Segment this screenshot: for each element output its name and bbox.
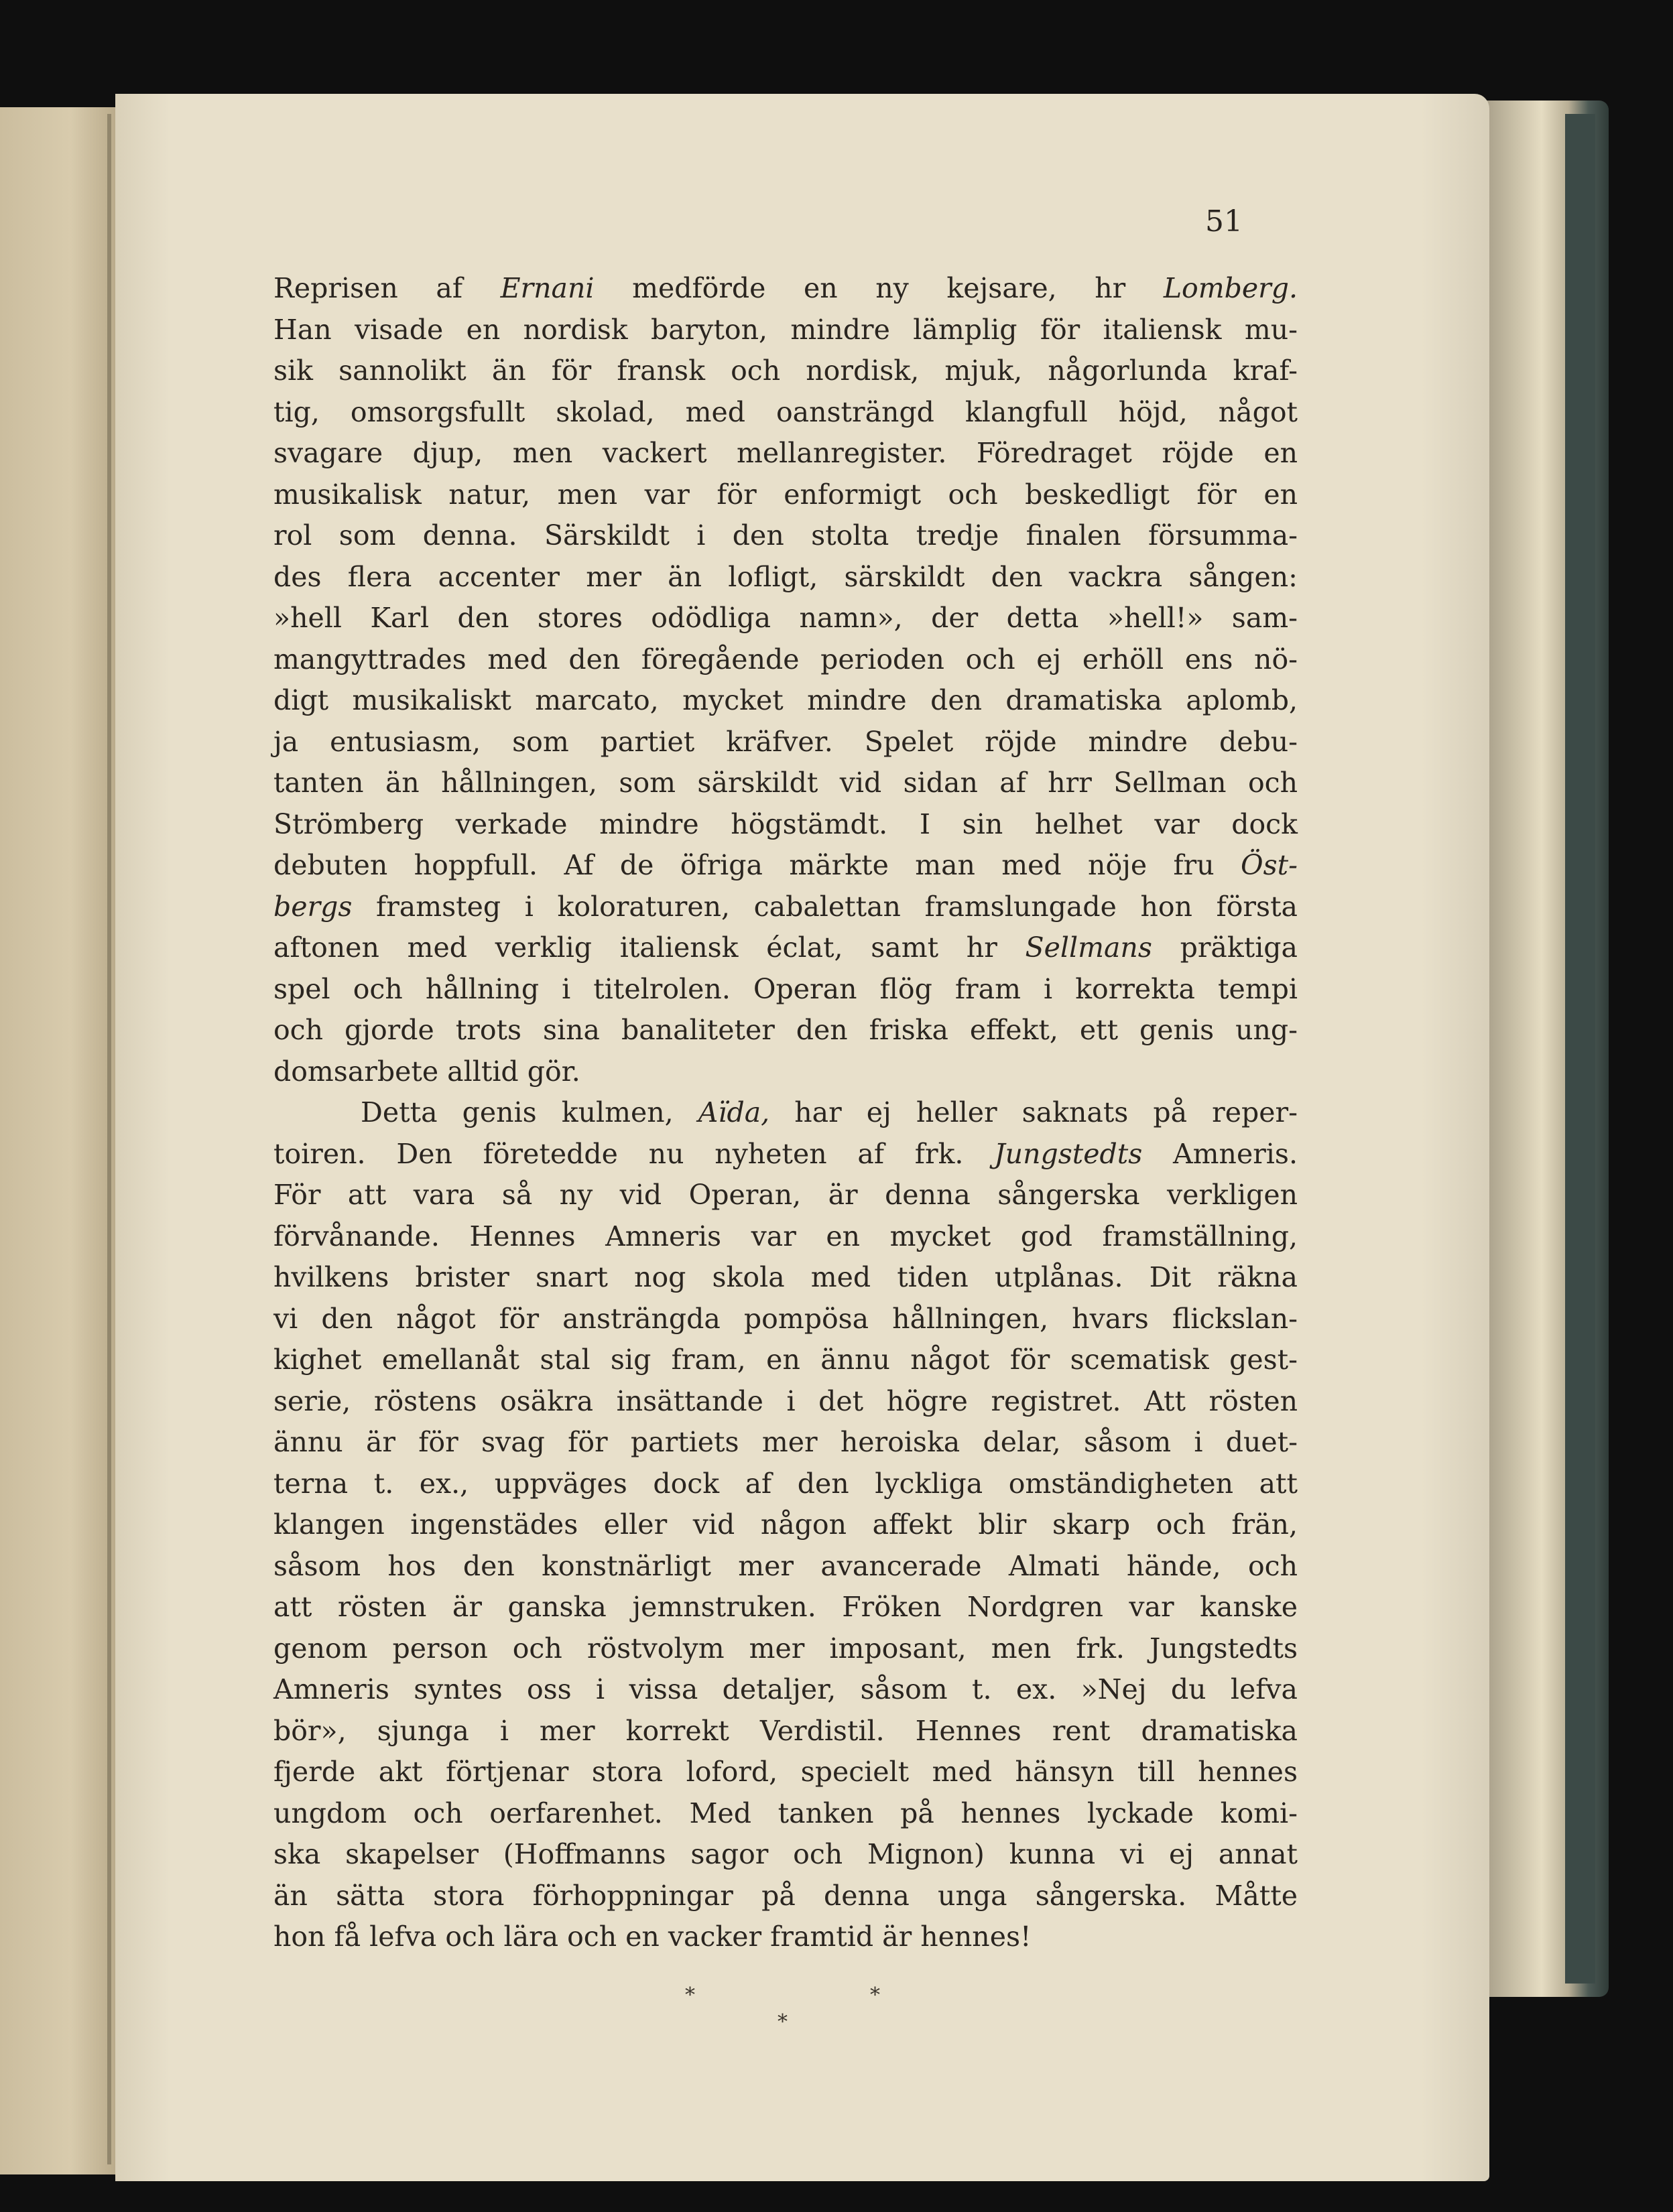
text-line xyxy=(273,1422,1298,1463)
text-line xyxy=(273,763,1298,804)
text-line xyxy=(273,1463,1298,1505)
text-segment: Detta genis kulmen, xyxy=(361,1096,698,1128)
text-segment: hvilkens brister snart nog skola med tiden utplånas. Dit räkna xyxy=(273,1261,1298,1293)
text-segment: musikalisk natur, men var för enformigt och beskedligt för en xyxy=(273,478,1298,511)
text-line xyxy=(273,268,1298,310)
text-line xyxy=(273,639,1298,681)
text-line xyxy=(273,722,1298,763)
text-segment: fjerde akt förtjenar stora loford, specielt med hänsyn till hennes xyxy=(273,1756,1298,1788)
text-segment: hon få lefva och lära och en vacker framtid är hennes! xyxy=(273,1921,1032,1953)
text-segment: aftonen med verklig italiensk éclat, samt hr xyxy=(273,931,1026,964)
text-line xyxy=(273,392,1298,434)
text-segment: digt musikaliskt marcato, mycket mindre den dramatiska aplomb, xyxy=(273,684,1298,716)
text-segment: Reprisen af xyxy=(273,272,501,304)
text-segment: framsteg i koloraturen, cabalettan framslungade hon första xyxy=(352,890,1298,923)
page-number: 51 xyxy=(1205,204,1243,239)
text-segment: bör», sjunga i mer korrekt Verdistil. Hennes rent dramatiska xyxy=(273,1714,1298,1747)
text-line xyxy=(273,1793,1298,1835)
text-segment: kighet emellanåt stal sig fram, en ännu något för scematisk gest- xyxy=(273,1344,1298,1376)
text-line xyxy=(273,1010,1298,1051)
text-segment: ungdom och oerfarenhet. Med tanken på hennes lyckade komi- xyxy=(273,1797,1298,1829)
text-segment: spel och hållning i titelrolen. Operan flög fram i korrekta tempi xyxy=(273,972,1298,1005)
paragraph xyxy=(273,268,1298,1092)
text-line xyxy=(273,1876,1298,1917)
text-segment: des flera accenter mer än lofligt, särskildt den vackra sången: xyxy=(273,560,1298,593)
text-segment: svagare djup, men vackert mellanregister. Föredraget röjde en xyxy=(273,437,1298,469)
text-line xyxy=(273,310,1298,351)
text-line xyxy=(273,1134,1298,1175)
text-line xyxy=(273,598,1298,639)
text-line xyxy=(273,350,1298,392)
text-segment: medförde en ny kejsare, hr xyxy=(594,272,1164,304)
paragraph xyxy=(273,1092,1298,1958)
text-segment: domsarbete alltid gör. xyxy=(273,1055,580,1088)
asterisk-ornament-right: * xyxy=(870,1983,880,2007)
text-line xyxy=(273,1628,1298,1670)
text-segment: har ej heller saknats på reper- xyxy=(769,1096,1298,1128)
text-line xyxy=(273,1752,1298,1793)
text-segment: mangyttrades med den föregående perioden och ej erhöll ens nö- xyxy=(273,643,1298,675)
text-segment: att rösten är ganska jemnstruken. Fröken Nordgren var kanske xyxy=(273,1591,1298,1623)
italic-segment: Jungstedts xyxy=(994,1137,1143,1170)
text-segment: »hell Karl den stores odödliga namn», der detta »hell!» sam- xyxy=(273,602,1298,634)
italic-segment: Ernani xyxy=(500,272,595,304)
text-line xyxy=(273,1216,1298,1258)
body-text xyxy=(273,268,1298,1958)
text-line xyxy=(273,1546,1298,1587)
text-segment: tanten än hållningen, som särskildt vid sidan af hrr Sellman och xyxy=(273,767,1298,799)
text-segment: klangen ingenstädes eller vid någon affekt blir skarp och frän, xyxy=(273,1508,1298,1541)
text-line xyxy=(273,1381,1298,1423)
text-segment: såsom hos den konstnärligt mer avancerade Almati hände, och xyxy=(273,1549,1298,1582)
text-line xyxy=(273,1711,1298,1752)
text-segment: ska skapelser (Hoffmanns sagor och Mignon) kunna vi ej annat xyxy=(273,1838,1298,1870)
text-line xyxy=(273,845,1298,887)
text-segment: Amneris. xyxy=(1142,1137,1298,1170)
italic-segment: Sellmans xyxy=(1025,931,1152,964)
text-line xyxy=(273,1051,1298,1093)
text-line xyxy=(273,969,1298,1011)
text-line xyxy=(273,433,1298,474)
text-segment: För att vara så ny vid Operan, är denna sångerska verkligen xyxy=(273,1179,1298,1211)
text-segment: förvånande. Hennes Amneris var en mycket god framställning, xyxy=(273,1220,1298,1252)
text-line xyxy=(273,927,1298,969)
text-line xyxy=(273,474,1298,516)
italic-segment: Öst- xyxy=(1241,849,1298,881)
text-segment: toiren. Den företedde nu nyheten af frk. xyxy=(273,1137,995,1170)
book-cover-edge xyxy=(1565,114,1595,1983)
text-segment: och gjorde trots sina banaliteter den friska effekt, ett genis ung- xyxy=(273,1014,1298,1046)
binding-gutter xyxy=(107,114,111,2164)
text-segment: terna t. ex., uppväges dock af den lyckliga omständigheten att xyxy=(273,1467,1298,1500)
text-line xyxy=(273,1092,1298,1134)
text-segment: serie, röstens osäkra insättande i det högre registret. Att rösten xyxy=(273,1384,1298,1417)
text-line xyxy=(273,1587,1298,1628)
text-segment: Han visade en nordisk baryton, mindre lämplig för italiensk mu- xyxy=(273,313,1298,346)
text-line xyxy=(273,887,1298,928)
text-line xyxy=(273,680,1298,722)
text-line xyxy=(273,1669,1298,1711)
text-line xyxy=(273,1257,1298,1299)
section-break-ornament xyxy=(670,1983,938,2064)
text-segment: Amneris syntes oss i vissa detaljer, såsom t. ex. »Nej du lefva xyxy=(273,1673,1298,1705)
previous-page-edge xyxy=(0,107,119,2174)
text-segment: rol som denna. Särskildt i den stolta tredje finalen försumma- xyxy=(273,519,1298,551)
text-segment: ja entusiasm, som partiet kräfver. Spelet röjde mindre debu- xyxy=(273,725,1298,758)
italic-segment: Aïda, xyxy=(698,1096,770,1128)
text-segment: tig, omsorgsfullt skolad, med oansträngd klangfull höjd, något xyxy=(273,395,1298,428)
text-line xyxy=(273,1504,1298,1546)
text-line xyxy=(273,557,1298,598)
text-segment: genom person och röstvolym mer imposant, men frk. Jungstedts xyxy=(273,1632,1298,1665)
asterisk-ornament-center: * xyxy=(778,2010,788,2034)
text-segment: präktiga xyxy=(1152,931,1298,964)
text-line xyxy=(273,1916,1298,1958)
italic-segment: bergs xyxy=(273,890,353,923)
text-line xyxy=(273,804,1298,846)
text-line xyxy=(273,515,1298,557)
text-segment: Strömberg verkade mindre högstämdt. I sin helhet var dock xyxy=(273,807,1298,840)
text-line xyxy=(273,1175,1298,1216)
text-line xyxy=(273,1299,1298,1340)
asterisk-ornament-left: * xyxy=(685,1983,695,2007)
text-segment: ännu är för svag för partiets mer heroiska delar, såsom i duet- xyxy=(273,1426,1298,1458)
text-line xyxy=(273,1834,1298,1876)
text-segment: sik sannolikt än för fransk och nordisk, mjuk, någorlunda kraf- xyxy=(273,354,1298,387)
text-segment: debuten hoppfull. Af de öfriga märkte man med nöje fru xyxy=(273,849,1241,881)
text-line xyxy=(273,1340,1298,1381)
text-segment: vi den något för ansträngda pompösa hållningen, hvars flickslan- xyxy=(273,1302,1298,1335)
text-segment: än sätta stora förhoppningar på denna unga sångerska. Måtte xyxy=(273,1879,1298,1912)
italic-segment: Lomberg. xyxy=(1163,272,1298,304)
